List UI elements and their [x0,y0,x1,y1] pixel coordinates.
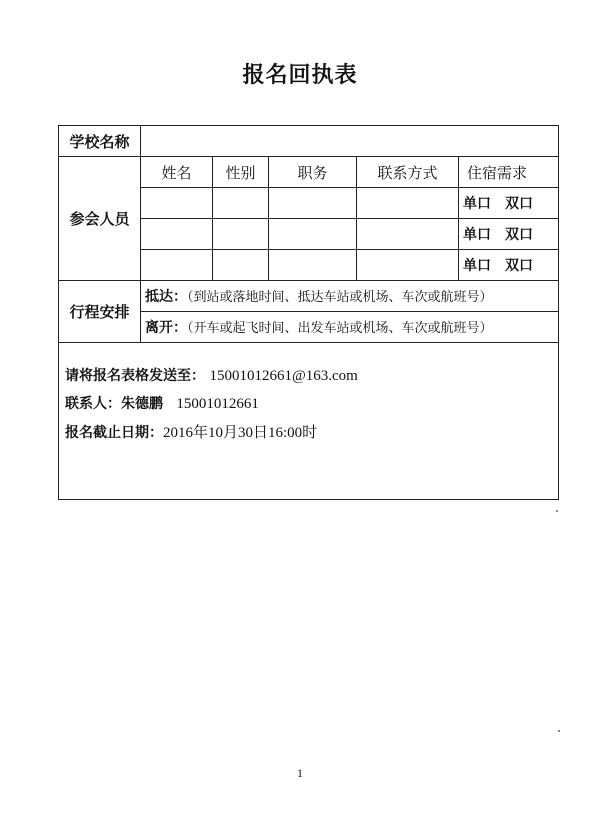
deadline-label: 报名截止日期： [65,425,163,441]
scan-speck [556,510,558,512]
attendee-position-cell[interactable] [269,250,357,281]
accommodation-cell [459,188,559,219]
double-room-option[interactable]: 双口 [505,258,533,274]
accommodation-cell [459,250,559,281]
attendee-position-cell[interactable] [269,188,357,219]
arrival-row [59,281,559,312]
attendee-header-row [59,157,559,188]
page-title: 报名回执表 [242,63,358,88]
email-line [65,365,550,383]
column-header-position: 职务 [269,157,357,188]
scan-speck [558,730,560,732]
arrival-field[interactable] [141,281,559,312]
email-address: 15001012661@163.com [209,368,358,384]
contact-phone: 15001012661 [176,396,259,412]
deadline-line [65,421,550,439]
contact-line [65,393,550,411]
single-room-option[interactable]: 单口 [463,196,491,212]
column-header-accommodation: 住宿需求 [459,157,559,188]
info-section [59,343,559,500]
attendee-name-cell[interactable] [141,219,213,250]
attendee-position-cell[interactable] [269,219,357,250]
attendees-label: 参会人员 [59,157,141,281]
arrival-hint: （到站或落地时间、抵达车站或机场、车次或航班号） [187,290,493,305]
attendee-contact-cell[interactable] [357,219,459,250]
attendee-gender-cell[interactable] [213,219,269,250]
column-header-contact: 联系方式 [357,157,459,188]
school-name-label: 学校名称 [59,126,141,157]
email-label: 请将报名表格发送至： [65,368,205,384]
registration-form-table [58,125,559,500]
page-number: 1 [297,766,303,780]
deadline-value: 2016年10月30日16:00时 [163,425,318,441]
school-name-field[interactable] [141,126,559,157]
double-room-option[interactable]: 双口 [505,227,533,243]
departure-field[interactable] [141,312,559,343]
contact-label: 联系人：朱德鹏 [65,396,163,412]
attendee-name-cell[interactable] [141,250,213,281]
departure-key: 离开： [145,320,187,336]
departure-hint: （开车或起飞时间、出发车站或机场、车次或航班号） [187,321,493,336]
attendee-name-cell[interactable] [141,188,213,219]
accommodation-cell [459,219,559,250]
column-header-name: 姓名 [141,157,213,188]
double-room-option[interactable]: 双口 [505,196,533,212]
attendee-contact-cell[interactable] [357,188,459,219]
info-row [59,343,559,500]
arrival-key: 抵达： [145,289,187,305]
school-row [59,126,559,157]
column-header-gender: 性别 [213,157,269,188]
attendee-gender-cell[interactable] [213,250,269,281]
single-room-option[interactable]: 单口 [463,258,491,274]
single-room-option[interactable]: 单口 [463,227,491,243]
attendee-contact-cell[interactable] [357,250,459,281]
attendee-gender-cell[interactable] [213,188,269,219]
itinerary-label: 行程安排 [59,281,141,343]
